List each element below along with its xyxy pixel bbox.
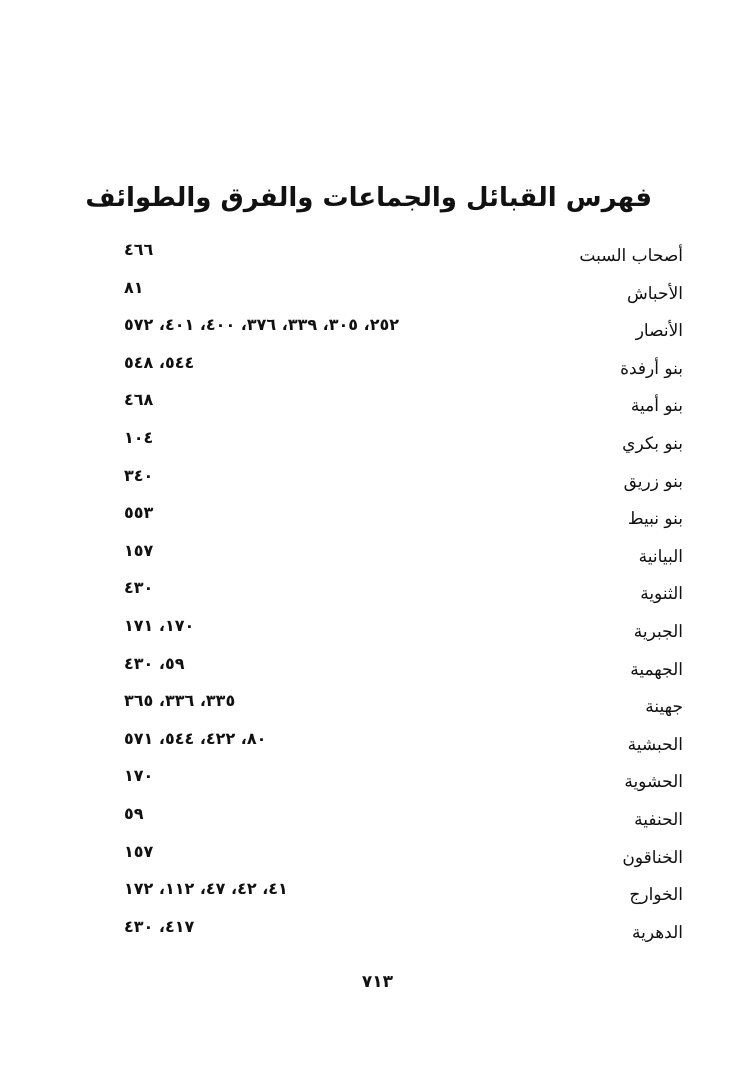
index-entry (0, 877, 755, 915)
index-entry (0, 802, 755, 840)
index-entry (0, 313, 755, 351)
entry-name: الحشوية (624, 772, 683, 793)
entry-name: الأنصار (635, 321, 683, 342)
index-entry (0, 727, 755, 765)
entry-name: بنو زريق (623, 471, 683, 492)
index-entry (0, 238, 755, 276)
entry-name: بنو أرفدة (620, 358, 683, 379)
entry-page-refs: ٤١، ٤٢، ٤٧، ١١٢، ١٧٢ (124, 879, 288, 899)
entry-name: بنو أمية (630, 396, 683, 417)
index-entry (0, 276, 755, 314)
entry-name: الأحباش (627, 283, 683, 304)
entry-name: الدهرية (631, 922, 683, 943)
entry-page-refs: ٤٣٠ (124, 578, 154, 598)
index-entry (0, 576, 755, 614)
entry-name: الجبرية (633, 621, 683, 642)
entry-name: جهينة (645, 697, 683, 718)
entry-page-refs: ٣٤٠ (124, 465, 154, 485)
index-list (0, 238, 755, 952)
index-entry (0, 614, 755, 652)
entry-name: أصحاب السبت (579, 246, 683, 266)
entry-page-refs: ١٥٧ (124, 540, 154, 560)
entry-page-refs: ٤٦٨ (124, 390, 154, 410)
index-entry (0, 915, 755, 953)
entry-page-refs: ١٧٠، ١٧١ (124, 615, 195, 635)
index-entry (0, 388, 755, 426)
entry-page-refs: ٣٣٥، ٣٣٦، ٣٦٥ (124, 691, 236, 711)
entry-name: الحبشية (627, 734, 683, 755)
index-entry (0, 351, 755, 389)
page-number: ٧١٣ (361, 972, 394, 992)
index-entry (0, 764, 755, 802)
entry-page-refs: ٥٥٣ (124, 503, 154, 523)
entry-page-refs: ١٠٤ (124, 427, 154, 447)
entry-page-refs: ٥٤٤، ٥٤٨ (124, 352, 195, 372)
page-title: فهرس القبائل والجماعات والفرق والطوائف (85, 183, 652, 213)
entry-name: الجهمية (630, 659, 683, 680)
index-entry (0, 426, 755, 464)
entry-page-refs: ١٧٠ (124, 766, 154, 786)
index-entry (0, 652, 755, 690)
entry-name: بنو بكري (622, 433, 683, 454)
entry-page-refs: ١٥٧ (124, 841, 154, 861)
entry-page-refs: ٥٩ (124, 803, 144, 823)
index-entry (0, 689, 755, 727)
index-entry (0, 840, 755, 878)
entry-name: الخوارج (629, 885, 683, 906)
entry-name: الخناقون (622, 847, 683, 868)
entry-name: الثنوية (640, 584, 683, 605)
index-entry (0, 501, 755, 539)
index-entry (0, 539, 755, 577)
index-entry (0, 464, 755, 502)
entry-page-refs: ٨٠، ٤٢٢، ٥٤٤، ٥٧١ (124, 728, 267, 748)
entry-page-refs: ٥٩، ٤٣٠ (124, 653, 185, 673)
entry-page-refs: ٤١٧، ٤٣٠ (124, 916, 195, 936)
entry-name: بنو نبيط (627, 509, 683, 530)
entry-page-refs: ٢٥٢، ٣٠٥، ٣٣٩، ٣٧٦، ٤٠٠، ٤٠١، ٥٧٢ (124, 315, 400, 335)
entry-name: الحنفية (634, 809, 683, 830)
entry-name: البيانية (638, 546, 683, 567)
entry-page-refs: ٤٦٦ (124, 240, 154, 259)
entry-page-refs: ٨١ (124, 277, 144, 297)
